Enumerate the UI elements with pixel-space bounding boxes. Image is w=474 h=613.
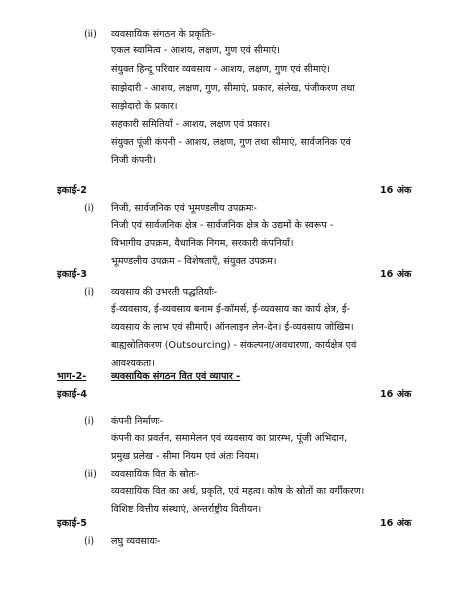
item-label: (ii) (84, 469, 97, 480)
item-title: व्यवसायिक वित के स्रोतः- (111, 469, 200, 480)
body-line: बाह्यस्रोतिकरण (Outsourcing) - संकल्पना/अवधारणा, कार्यक्षेत्र एवं (111, 340, 357, 351)
item-title: व्यवसायिक संगठन के प्रकृतिः- (111, 29, 216, 40)
unit-heading: इकाई-2 (57, 185, 87, 196)
unit-heading: इकाई-3 (57, 269, 87, 280)
body-line: भूमण्डलीय उपक्रम - विशेषताएँ, संयुक्त उपक्रम। (111, 256, 277, 267)
body-line: विभागीय उपक्रम, वैधानिक निगम, सरकारी कंपनियाँ। (111, 238, 294, 249)
item-label: (ii) (84, 29, 97, 40)
body-line: साझेदारो के प्रकार। (111, 101, 178, 112)
body-line: साझेदारी - आशय, लक्षण, गुण, सीमाएं, प्रकार, संलेख, पंजीकरण तथा (111, 83, 355, 94)
body-line: संयुक्त पूंजी कंपनी - आशय, लक्षण, गुण तथा सीमाएं, सार्वजनिक एवं (111, 137, 351, 148)
body-line: संयुक्त हिन्दू परिवार व्यवसाय - आशय, लक्षण, गुण एवं सीमाएं। (111, 64, 330, 75)
body-line: आवश्यकता। (111, 358, 155, 369)
body-line: एकल स्वामित्व - आशय, लक्षण, गुण एवं सीमाएं। (111, 45, 281, 56)
item-label: (i) (84, 287, 95, 298)
part-heading: भाग-2- (57, 371, 87, 382)
item-title: लघु व्यवसायः- (111, 536, 161, 547)
part-title: व्यवसायिक संगठन वित एवं व्यापार - (111, 371, 241, 382)
item-title: निजी, सार्वजनिक एवं भूमण्डलीय उपक्रमः- (111, 203, 257, 214)
unit-heading: इकाई-4 (57, 389, 87, 400)
body-line: ई-व्यवसाय, ई-व्यवसाय बनाम ई-कॉमर्स, ई-व्यवसाय का कार्य क्षेत्र, ई- (111, 304, 351, 315)
body-line: प्रमुख प्रलेख - सीमा नियम एवं अंतः नियम। (111, 451, 260, 462)
unit-marks: 16 अंक (380, 518, 412, 529)
body-line: कंपनी का प्रवर्तन, समामेलन एवं व्यवसाय का प्रारम्भ, पूंजी अभिदान, (111, 433, 348, 444)
item-label: (i) (84, 536, 95, 547)
body-line: व्यवसायिक वित का अर्थ, प्रकृति, एवं महत्व। कोष के स्रोतों का वर्गीकरण। (111, 486, 365, 497)
item-label: (i) (84, 416, 95, 427)
item-title: व्यवसाय की उभरती पद्धतियाँः- (111, 287, 218, 298)
body-line: व्यवसाय के लाभ एवं सीमाएँ। ऑनलाइन लेन-देन। ई-व्यवसाय जोखिम। (111, 322, 354, 333)
body-line: सहकारी समितियाँ - आशय, लक्षण एवं प्रकार। (111, 119, 271, 130)
body-line: निजी कंपनी। (111, 155, 156, 166)
unit-marks: 16 अंक (380, 389, 412, 400)
unit-marks: 16 अंक (380, 269, 412, 280)
item-title: कंपनी निर्माणः- (111, 416, 164, 427)
unit-heading: इकाई-5 (57, 518, 87, 529)
body-line: निजी एवं सार्वजनिक क्षेत्र - सार्वजनिक क्षेत्र के उद्यमों के स्वरूप - (111, 220, 334, 231)
body-line: विशिष्ट वित्तीय संस्थाएं, अन्तर्राष्ट्रीय वितीयन। (111, 504, 262, 515)
item-label: (i) (84, 203, 95, 214)
unit-marks: 16 अंक (380, 185, 412, 196)
